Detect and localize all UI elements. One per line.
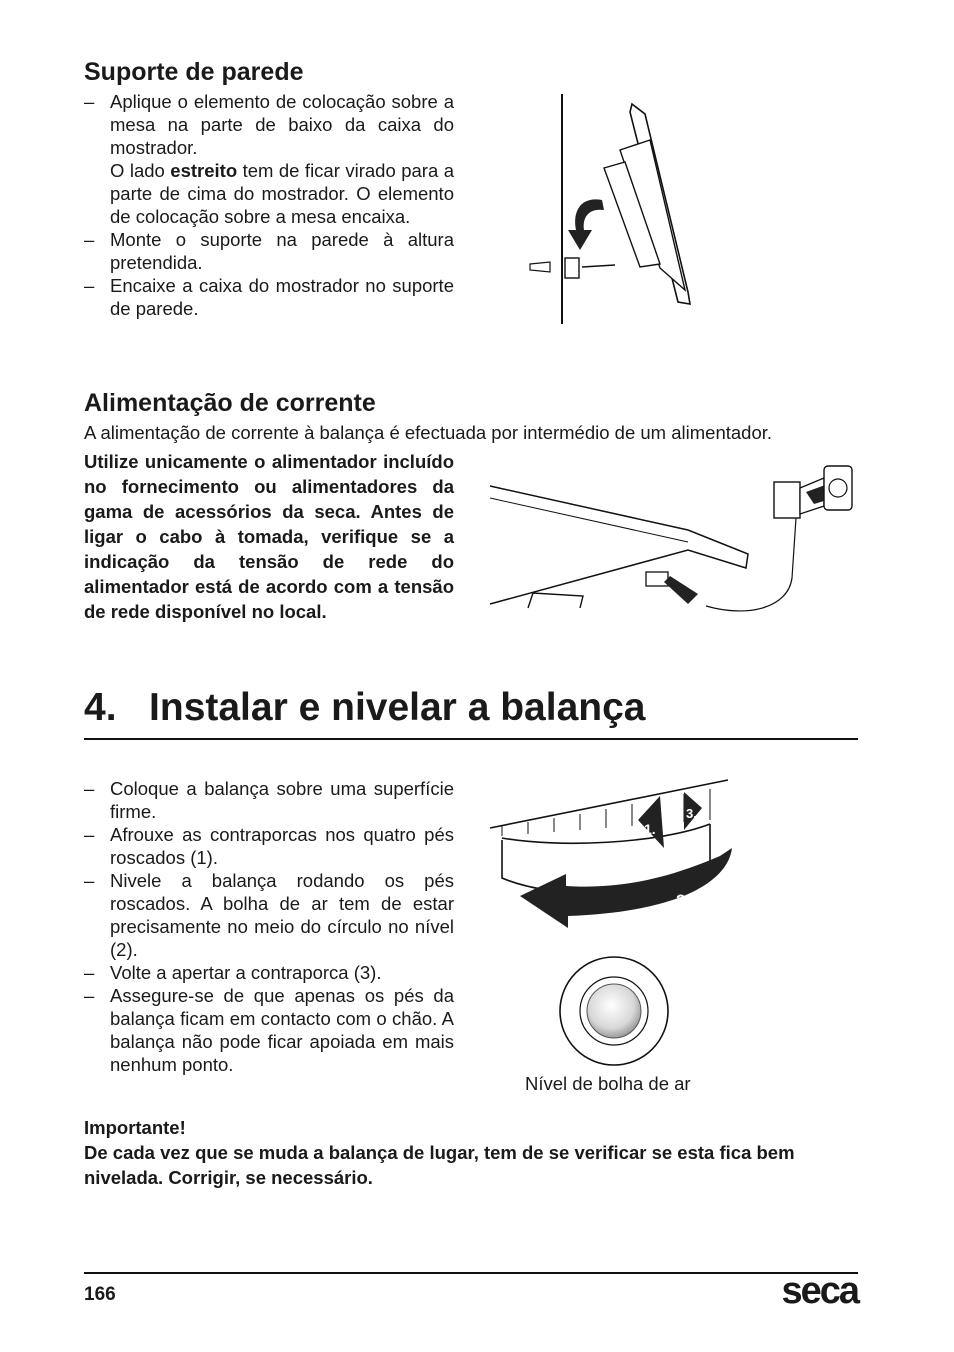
bubble-level-icon [558, 955, 670, 1067]
step-label-2: 2. [676, 891, 691, 910]
power-supply-warning: Utilize unicamente o alimentador incluído no fornecimento ou alimentadores da gama de acessórios da seca. Antes de ligar o cabo à tomada, verifique se a indicação da tensão de rede do alimentador está de acordo com a tensão de rede disponível no local. [84, 451, 454, 622]
list-item: – Assegure-se de que apenas os pés da balança ficam em contacto com o chão. A balança não pode ficar apoiada em mais nenhum ponto. [84, 984, 454, 1076]
step-label-3: 3. [686, 806, 697, 821]
leveling-steps [84, 777, 454, 1076]
list-item: – Volte a apertar a contraporca (3). [84, 961, 454, 984]
important-title: Importante! [84, 1117, 186, 1138]
list-item: – Monte o suporte na parede à altura pretendida. [84, 228, 454, 274]
footer-rule [84, 1272, 858, 1274]
list-item: – Coloque a balança sobre uma superfície firme. [84, 777, 454, 823]
wall-mount-heading: Suporte de parede [84, 58, 304, 86]
list-item-continuation: O lado estreito tem de ficar virado para a parte de cima do mostrador. O elemento de colocação sobre a mesa encaixa. [110, 160, 454, 227]
important-text: De cada vez que se muda a balança de lugar, tem de se verificar se esta fica bem nivelada. Corrigir, se necessário. [84, 1142, 795, 1188]
wall-mount-steps [84, 90, 454, 320]
wall-mount-illustration [520, 92, 720, 327]
power-supply-illustration [488, 458, 858, 628]
list-item: – Nivele a balança rodando os pés roscados. A bolha de ar tem de estar precisamente no meio do círculo no nível (2). [84, 869, 454, 961]
section-heading: 4. Instalar e nivelar a balança [84, 686, 646, 729]
seca-logo: seca [781, 1270, 858, 1312]
step-label-1: 1. [644, 821, 656, 837]
foot-leveling-illustration [488, 778, 748, 938]
section-rule [84, 738, 858, 740]
power-supply-intro: A alimentação de corrente à balança é efectuada por intermédio de um alimentador. [84, 422, 773, 443]
list-item: – Aplique o elemento de colocação sobre a mesa na parte de baixo da caixa do mostrador. O lado estreito tem de ficar virado para a parte de cima do mostrador. O elemento de colocação sobre a mesa encaixa. [84, 90, 454, 228]
power-supply-heading: Alimentação de corrente [84, 389, 376, 417]
list-item: – Encaixe a caixa do mostrador no suporte de parede. [84, 274, 454, 320]
list-item: – Afrouxe as contraporcas nos quatro pés roscados (1). [84, 823, 454, 869]
bubble-level-caption: Nível de bolha de ar [525, 1073, 691, 1094]
emphasis-narrow: estreito [170, 160, 238, 181]
page-number: 166 [84, 1284, 116, 1305]
